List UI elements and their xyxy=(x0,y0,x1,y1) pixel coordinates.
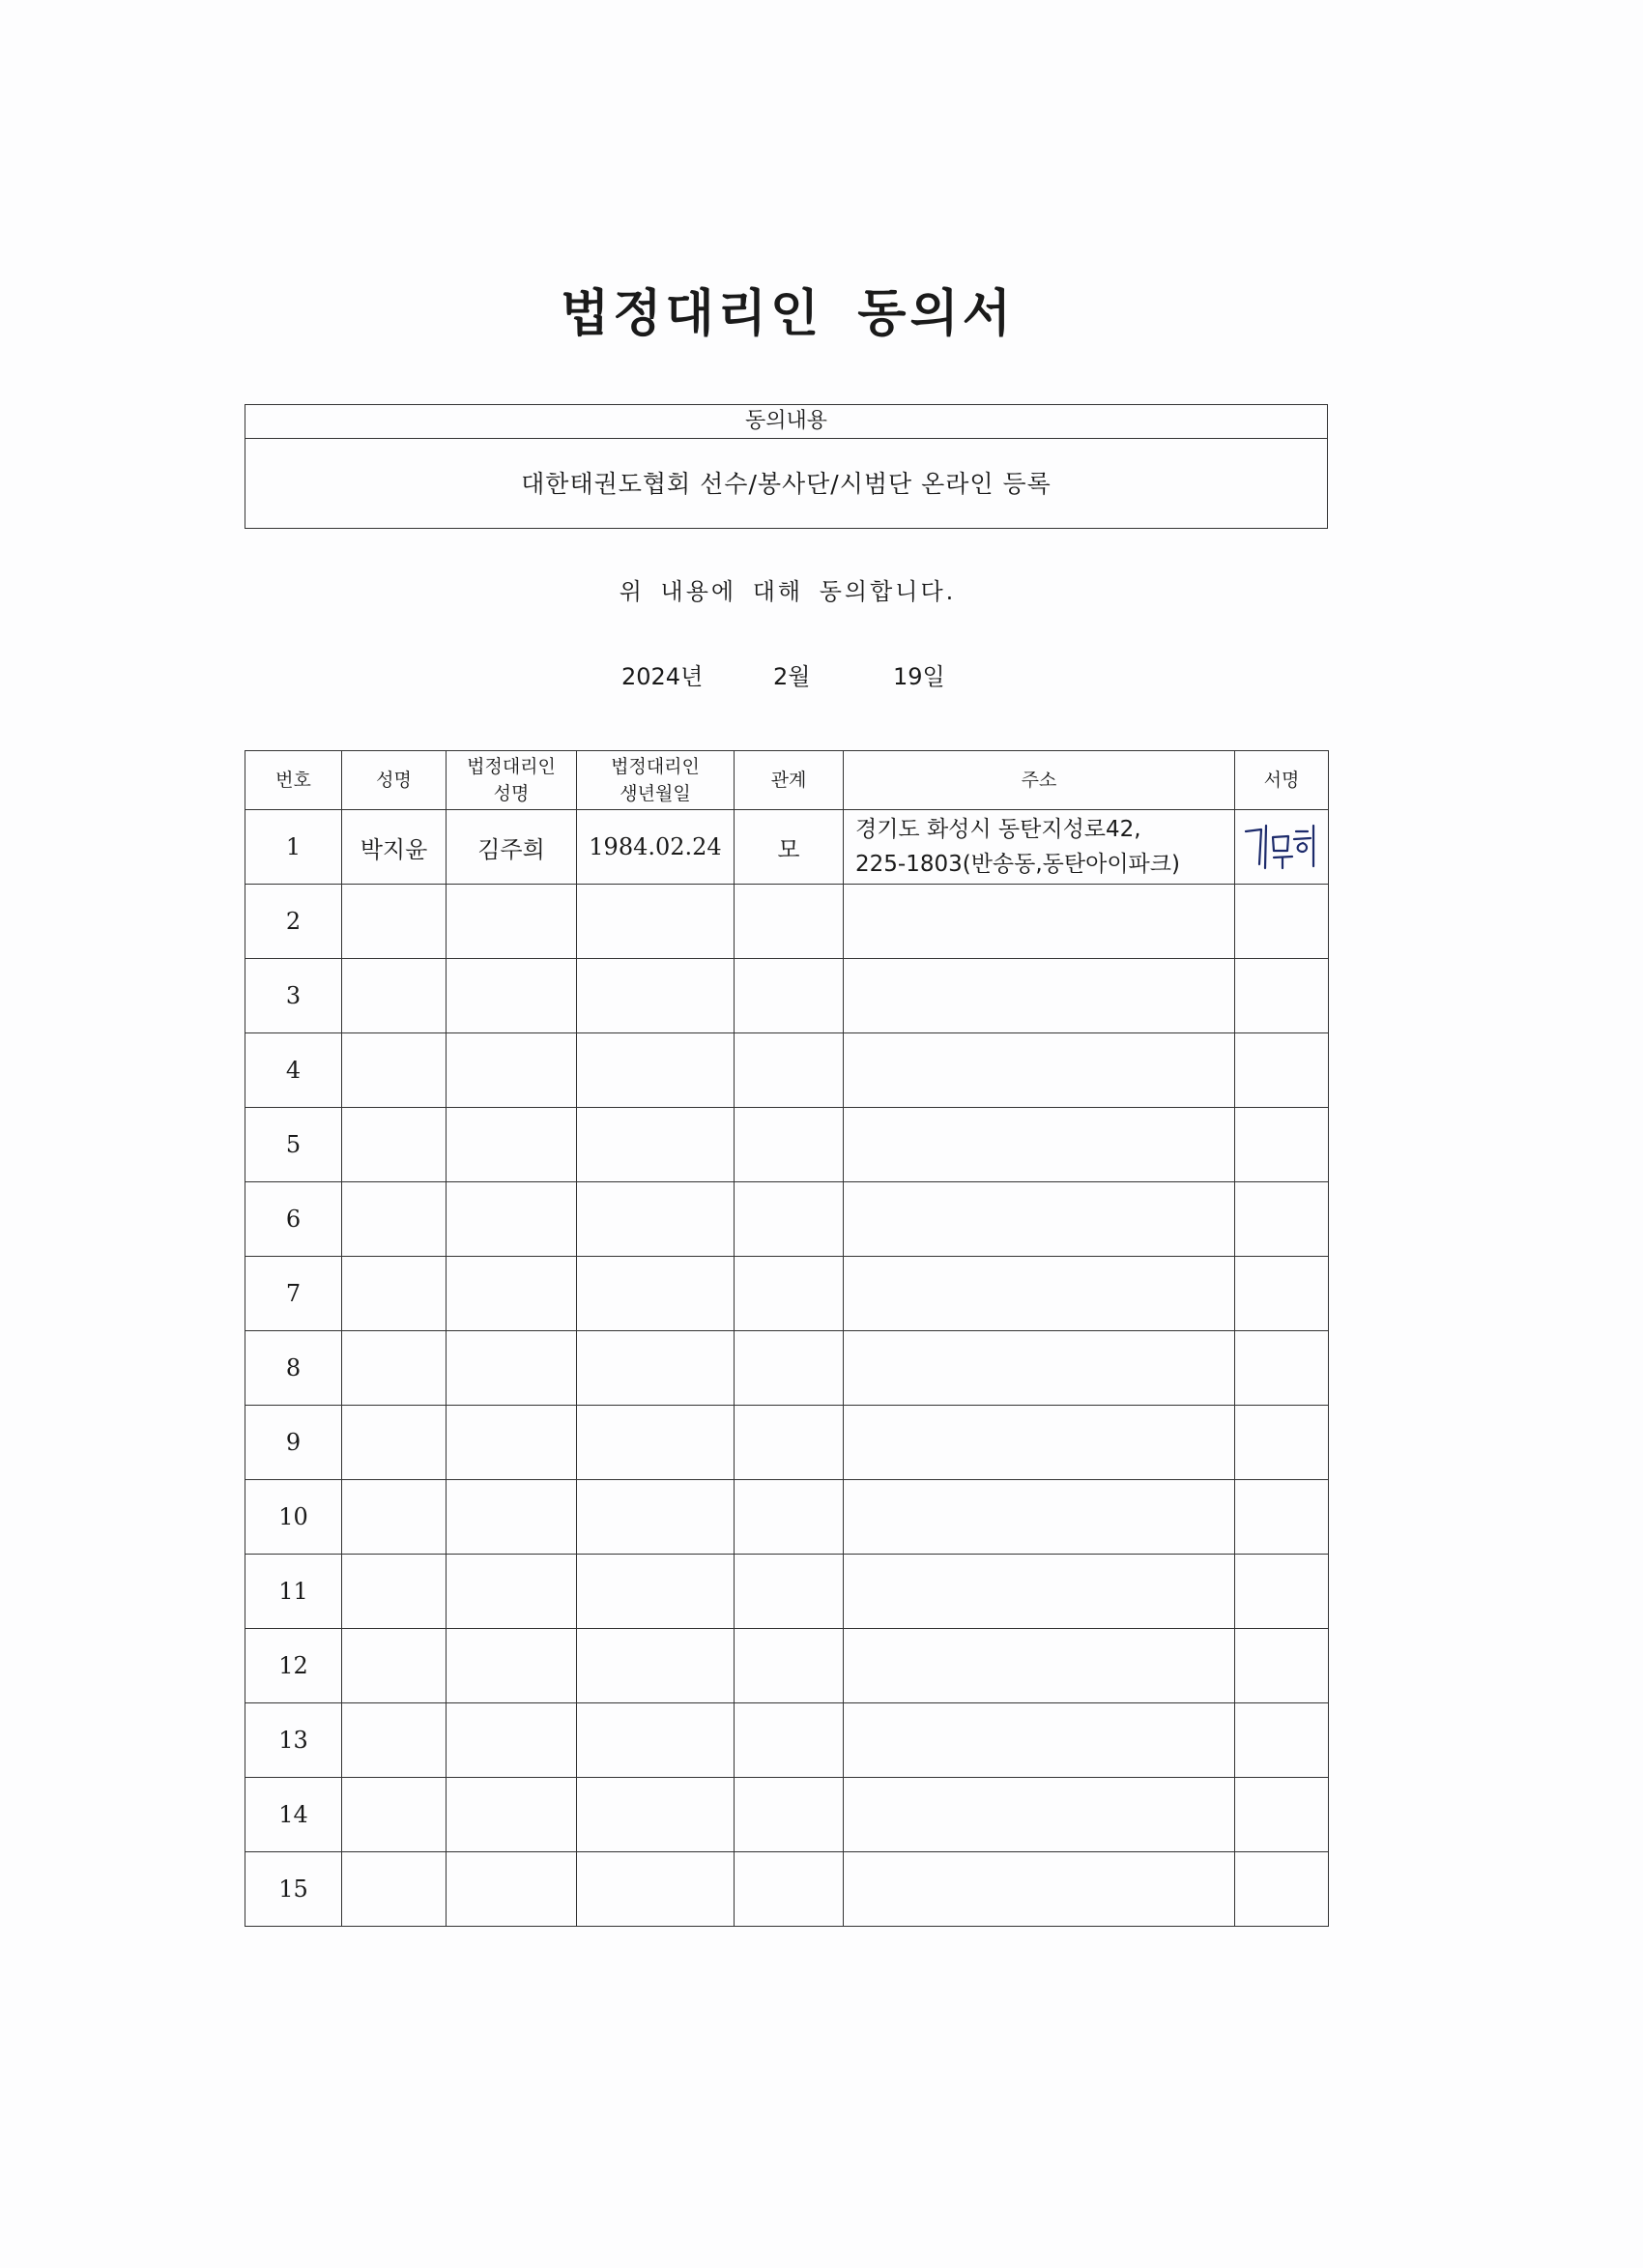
cell-guardian-name xyxy=(447,885,577,959)
table-row xyxy=(245,1703,1329,1778)
cell-no: 9 xyxy=(245,1406,342,1480)
cell-name xyxy=(342,1331,447,1406)
cell-name xyxy=(342,1108,447,1182)
cell-name xyxy=(342,959,447,1033)
cell-name xyxy=(342,1406,447,1480)
cell-relation xyxy=(735,1555,844,1629)
cell-guardian-birth xyxy=(577,1852,735,1927)
cell-guardian-name: 김주희 xyxy=(447,810,577,885)
cell-name xyxy=(342,1182,447,1257)
cell-guardian-name xyxy=(447,1108,577,1182)
cell-guardian-name xyxy=(447,1182,577,1257)
cell-signature xyxy=(1235,885,1329,959)
header-guardian-name-line1: 법정대리인 xyxy=(467,756,556,777)
cell-signature xyxy=(1235,1703,1329,1778)
cell-relation xyxy=(735,1703,844,1778)
cell-name xyxy=(342,885,447,959)
header-guardian-birth-line1: 법정대리인 xyxy=(611,756,700,777)
cell-name xyxy=(342,1257,447,1331)
cell-no: 12 xyxy=(245,1629,342,1703)
table-body xyxy=(245,810,1329,1927)
cell-relation xyxy=(735,1406,844,1480)
header-name: 성명 xyxy=(342,751,447,810)
cell-name xyxy=(342,1703,447,1778)
header-address: 주소 xyxy=(844,751,1235,810)
table-header-row xyxy=(245,751,1329,810)
cell-guardian-birth xyxy=(577,1033,735,1108)
cell-guardian-name xyxy=(447,1555,577,1629)
cell-signature xyxy=(1235,1182,1329,1257)
cell-no: 6 xyxy=(245,1182,342,1257)
cell-name xyxy=(342,1852,447,1927)
header-no: 번호 xyxy=(245,751,342,810)
cell-guardian-birth xyxy=(577,1629,735,1703)
cell-address xyxy=(844,1852,1235,1927)
table-row xyxy=(245,1778,1329,1852)
date-month: 2월 xyxy=(773,663,811,690)
cell-guardian-birth xyxy=(577,885,735,959)
cell-guardian-birth xyxy=(577,1257,735,1331)
table-row xyxy=(245,1555,1329,1629)
cell-relation xyxy=(735,1257,844,1331)
cell-name xyxy=(342,1629,447,1703)
cell-relation xyxy=(735,1629,844,1703)
handwritten-signature xyxy=(1240,818,1323,876)
cell-address xyxy=(844,1331,1235,1406)
table-row xyxy=(245,810,1329,885)
cell-no: 7 xyxy=(245,1257,342,1331)
consent-header: 동의내용 xyxy=(245,405,1327,439)
guardian-table xyxy=(245,750,1329,1927)
cell-address xyxy=(844,1703,1235,1778)
cell-guardian-birth xyxy=(577,1778,735,1852)
cell-relation xyxy=(735,1480,844,1555)
date-day: 19일 xyxy=(893,663,945,690)
cell-address xyxy=(844,1629,1235,1703)
cell-signature xyxy=(1235,959,1329,1033)
cell-address xyxy=(844,1108,1235,1182)
cell-relation xyxy=(735,1182,844,1257)
cell-guardian-birth xyxy=(577,959,735,1033)
cell-address xyxy=(844,1257,1235,1331)
cell-signature xyxy=(1235,1406,1329,1480)
header-signature: 서명 xyxy=(1235,751,1329,810)
cell-address xyxy=(844,959,1235,1033)
cell-no: 8 xyxy=(245,1331,342,1406)
cell-guardian-birth: 1984.02.24 xyxy=(577,810,735,885)
cell-signature xyxy=(1235,1108,1329,1182)
cell-address xyxy=(844,885,1235,959)
date-year: 2024년 xyxy=(621,663,704,690)
cell-guardian-birth xyxy=(577,1108,735,1182)
cell-relation: 모 xyxy=(735,810,844,885)
cell-address xyxy=(844,810,1235,885)
header-guardian-birth-line2: 생년월일 xyxy=(620,783,691,804)
table-row xyxy=(245,1033,1329,1108)
cell-guardian-name xyxy=(447,1778,577,1852)
table-row xyxy=(245,1852,1329,1927)
cell-signature xyxy=(1235,1629,1329,1703)
cell-guardian-name xyxy=(447,1406,577,1480)
cell-signature xyxy=(1235,1555,1329,1629)
cell-address xyxy=(844,1033,1235,1108)
cell-no: 15 xyxy=(245,1852,342,1927)
table-row xyxy=(245,1480,1329,1555)
cell-guardian-birth xyxy=(577,1331,735,1406)
table-row xyxy=(245,959,1329,1033)
cell-guardian-birth xyxy=(577,1406,735,1480)
cell-guardian-birth xyxy=(577,1182,735,1257)
cell-relation xyxy=(735,1033,844,1108)
cell-relation xyxy=(735,1331,844,1406)
cell-signature xyxy=(1235,1331,1329,1406)
header-guardian-name xyxy=(447,751,577,810)
cell-no: 1 xyxy=(245,810,342,885)
cell-signature xyxy=(1235,1033,1329,1108)
cell-relation xyxy=(735,1108,844,1182)
consent-body: 대한태권도협회 선수/봉사단/시범단 온라인 등록 xyxy=(521,470,1052,498)
cell-name xyxy=(342,1778,447,1852)
cell-guardian-birth xyxy=(577,1555,735,1629)
header-guardian-birth xyxy=(577,751,735,810)
address-line: 경기도 화성시 동탄지성로42, xyxy=(855,817,1141,842)
cell-signature xyxy=(1235,1852,1329,1927)
consent-box xyxy=(245,404,1328,529)
cell-signature xyxy=(1235,1778,1329,1852)
cell-address xyxy=(844,1555,1235,1629)
table-row xyxy=(245,1629,1329,1703)
cell-guardian-name xyxy=(447,1480,577,1555)
cell-name xyxy=(342,1480,447,1555)
cell-no: 5 xyxy=(245,1108,342,1182)
cell-address xyxy=(844,1480,1235,1555)
agreement-text: 위 내용에 대해 동의합니다. xyxy=(619,578,957,605)
cell-guardian-birth xyxy=(577,1480,735,1555)
cell-guardian-name xyxy=(447,1852,577,1927)
header-relation: 관계 xyxy=(735,751,844,810)
cell-no: 3 xyxy=(245,959,342,1033)
cell-address xyxy=(844,1778,1235,1852)
cell-guardian-name xyxy=(447,1331,577,1406)
cell-relation xyxy=(735,885,844,959)
table-row xyxy=(245,1257,1329,1331)
address-line: 225-1803(반송동,동탄아이파크) xyxy=(855,852,1180,877)
cell-name xyxy=(342,1033,447,1108)
table-row xyxy=(245,1182,1329,1257)
cell-name: 박지윤 xyxy=(342,810,447,885)
cell-guardian-birth xyxy=(577,1703,735,1778)
cell-no: 13 xyxy=(245,1703,342,1778)
cell-no: 10 xyxy=(245,1480,342,1555)
table-row xyxy=(245,1108,1329,1182)
cell-guardian-name xyxy=(447,959,577,1033)
table-row xyxy=(245,1331,1329,1406)
cell-address xyxy=(844,1182,1235,1257)
cell-relation xyxy=(735,1778,844,1852)
cell-guardian-name xyxy=(447,1629,577,1703)
cell-address xyxy=(844,1406,1235,1480)
cell-no: 4 xyxy=(245,1033,342,1108)
cell-no: 14 xyxy=(245,1778,342,1852)
page-title: 법정대리인 동의서 xyxy=(561,285,1015,343)
cell-signature xyxy=(1235,1480,1329,1555)
table-row xyxy=(245,885,1329,959)
cell-no: 11 xyxy=(245,1555,342,1629)
cell-guardian-name xyxy=(447,1703,577,1778)
cell-guardian-name xyxy=(447,1257,577,1331)
cell-relation xyxy=(735,959,844,1033)
cell-signature xyxy=(1235,1257,1329,1331)
cell-no: 2 xyxy=(245,885,342,959)
cell-guardian-name xyxy=(447,1033,577,1108)
cell-name xyxy=(342,1555,447,1629)
cell-signature xyxy=(1235,810,1329,885)
header-guardian-name-line2: 성명 xyxy=(493,783,530,804)
table-row xyxy=(245,1406,1329,1480)
cell-relation xyxy=(735,1852,844,1927)
